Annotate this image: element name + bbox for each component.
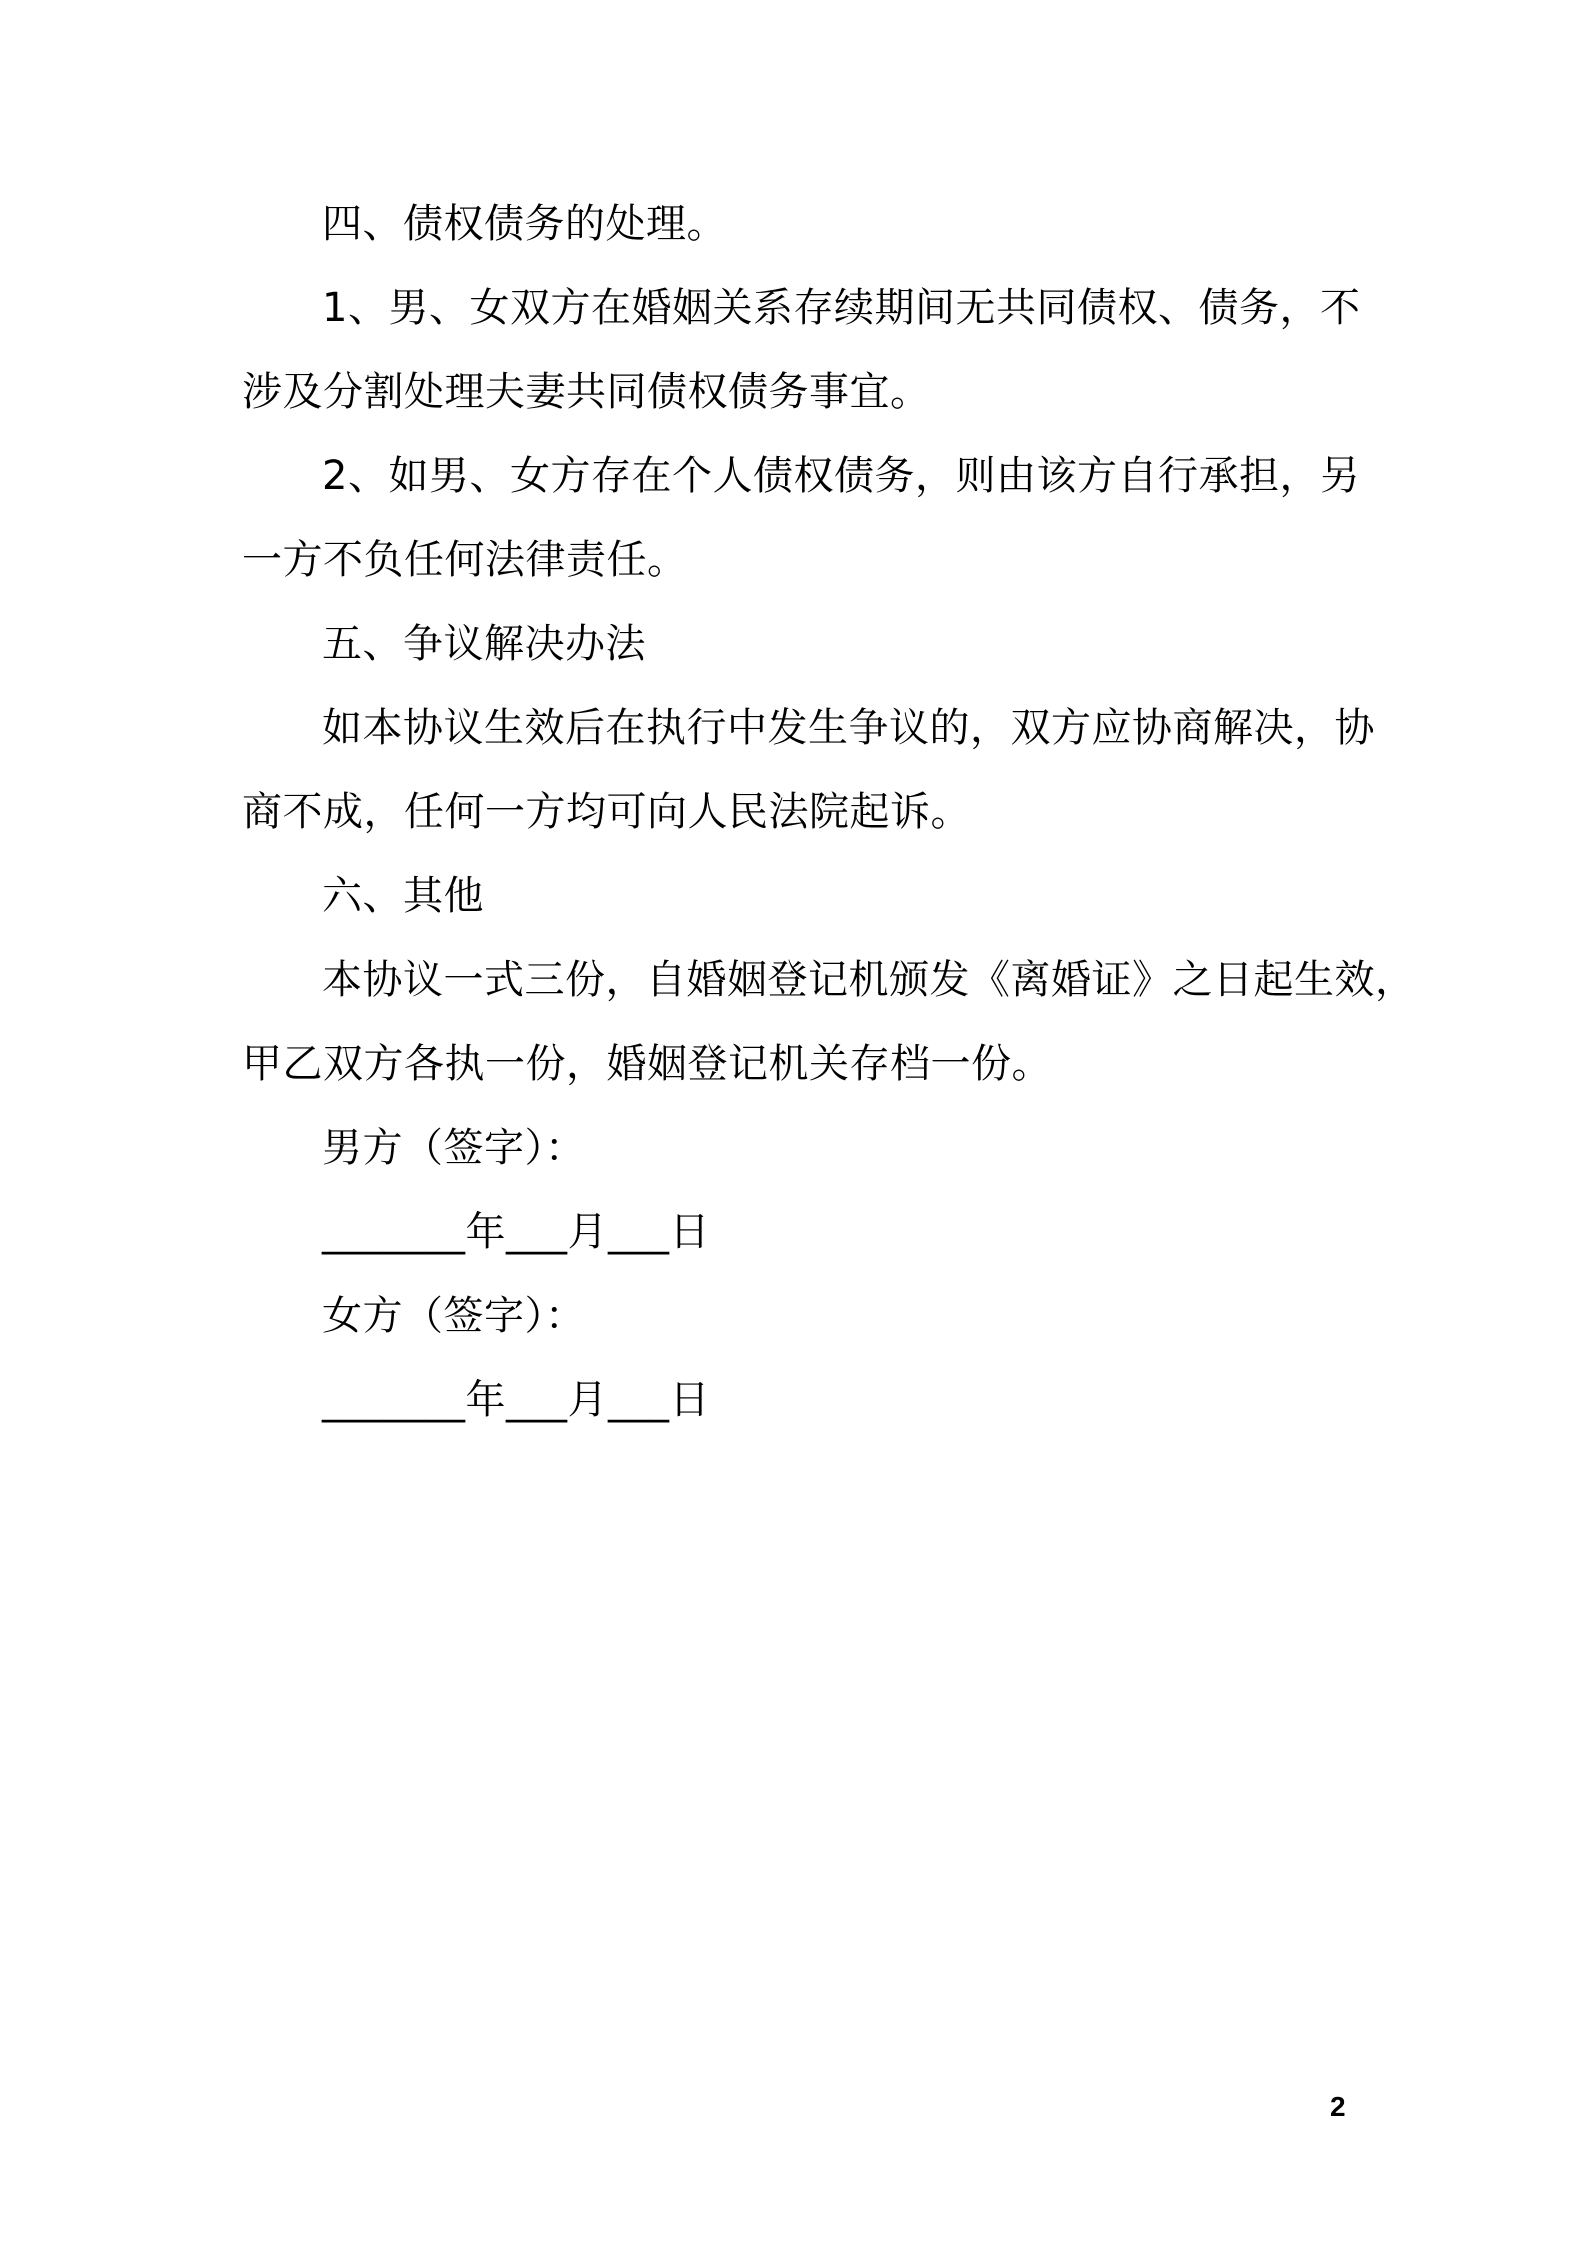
female-signature-label: 女方（签字）： (322, 1293, 586, 1339)
section-4-item-2-line-2: 一方不负任何法律责任。 (242, 537, 688, 583)
female-signature-date: _______年___月___日 (322, 1377, 710, 1423)
section-5-heading: 五、争议解决办法 (322, 621, 646, 667)
section-4-item-2-line-1: 2、如男、女方存在个人债权债务，则由该方自行承担，另 (322, 453, 1361, 499)
section-4-heading: 四、债权债务的处理。 (322, 201, 727, 247)
male-signature-label: 男方（签字）： (322, 1125, 586, 1171)
section-6-paragraph-line-2: 甲乙双方各执一份，婚姻登记机关存档一份。 (242, 1041, 1052, 1087)
section-6-heading: 六、其他 (322, 873, 484, 919)
section-4-item-1-line-1: 1、男、女双方在婚姻关系存续期间无共同债权、债务，不 (322, 285, 1361, 331)
section-5-paragraph-line-1: 如本协议生效后在执行中发生争议的，双方应协商解决，协 (322, 705, 1375, 751)
page-number: 2 (1330, 2091, 1346, 2122)
section-5-paragraph-line-2: 商不成，任何一方均可向人民法院起诉。 (242, 789, 971, 835)
male-signature-date: _______年___月___日 (322, 1209, 710, 1255)
section-6-paragraph-line-1: 本协议一式三份，自婚姻登记机颁发《离婚证》之日起生效， (322, 957, 1416, 1003)
section-4-item-1-line-2: 涉及分割处理夫妻共同债权债务事宜。 (242, 369, 931, 415)
